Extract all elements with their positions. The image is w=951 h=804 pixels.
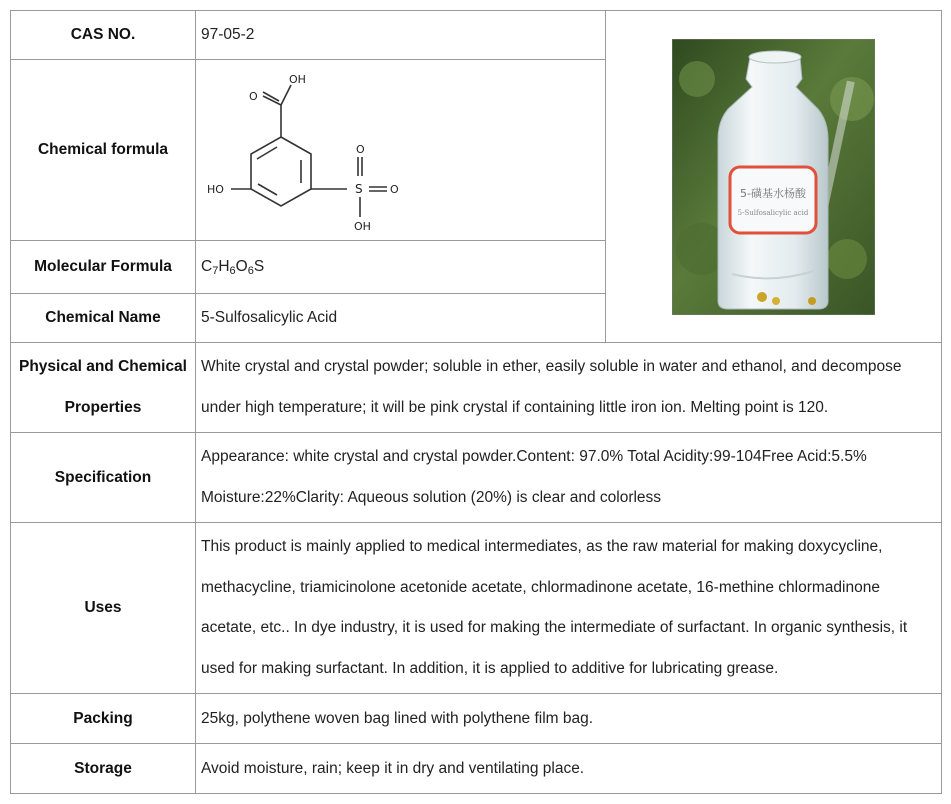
cas-label: CAS NO.	[11, 11, 196, 60]
row-packing	[11, 694, 942, 744]
label-oh-top: OH	[289, 73, 306, 86]
storage-label: Storage	[11, 744, 196, 794]
specification-label: Specification	[11, 433, 196, 523]
cas-value: 97-05-2	[196, 11, 606, 60]
packing-value: 25kg, polythene woven bag lined with polythene film bag.	[196, 694, 942, 744]
row-properties	[11, 343, 942, 433]
product-spec-table	[10, 10, 942, 794]
structure-cell	[196, 60, 606, 241]
product-photo-cell	[606, 11, 942, 343]
uses-value: This product is mainly applied to medical intermediates, as the raw material for making doxycycline, methacycline, triamicinolone acetonide acetate, chlormadinone acetate, 16-methine chlormadinone acetate, etc.. In dye industry, it is used for making the intermediate of surfactant. In organic synthesis, it used for making surfactant. In addition, it is applied to additive for lubricating grease.	[196, 523, 942, 694]
row-storage	[11, 744, 942, 794]
label-ho-left: HO	[207, 183, 224, 196]
specification-value: Appearance: white crystal and crystal powder.Content: 97.0% Total Acidity:99-104Free Acid:5.5% Moisture:22%Clarity: Aqueous solution (20%) is clear and colorless	[196, 433, 942, 523]
storage-value: Avoid moisture, rain; keep it in dry and ventilating place.	[196, 744, 942, 794]
molecular-formula-label: Molecular Formula	[11, 241, 196, 294]
chemical-formula-label: Chemical formula	[11, 60, 196, 241]
chemical-name-label: Chemical Name	[11, 294, 196, 343]
label-o-carbonyl: O	[249, 90, 258, 103]
label-o-right: O	[390, 183, 399, 196]
molecular-formula-value: $C_7H_6O_6S$	[196, 241, 606, 294]
label-s: S	[355, 182, 363, 196]
structural-formula-diagram	[201, 65, 441, 235]
bottle-label-cn: 5-磺基水杨酸	[740, 186, 806, 200]
row-specification	[11, 433, 942, 523]
packing-label: Packing	[11, 694, 196, 744]
properties-value: White crystal and crystal powder; soluble in ether, easily soluble in water and ethanol, and decompose under high temperature; it will be pink crystal if containing little iron ion. Melting point is 120.	[196, 343, 942, 433]
uses-label: Uses	[11, 523, 196, 694]
properties-label: Physical and Chemical Properties	[11, 343, 196, 433]
label-oh-bottom: OH	[354, 220, 371, 233]
label-o-top: O	[356, 143, 365, 156]
chemical-name-value: 5-Sulfosalicylic Acid	[196, 294, 606, 343]
row-cas	[11, 11, 942, 60]
bottle-label-en: 5-Sulfosalicylic acid	[737, 208, 809, 217]
row-uses	[11, 523, 942, 694]
reagent-bottle-photo	[672, 39, 875, 315]
